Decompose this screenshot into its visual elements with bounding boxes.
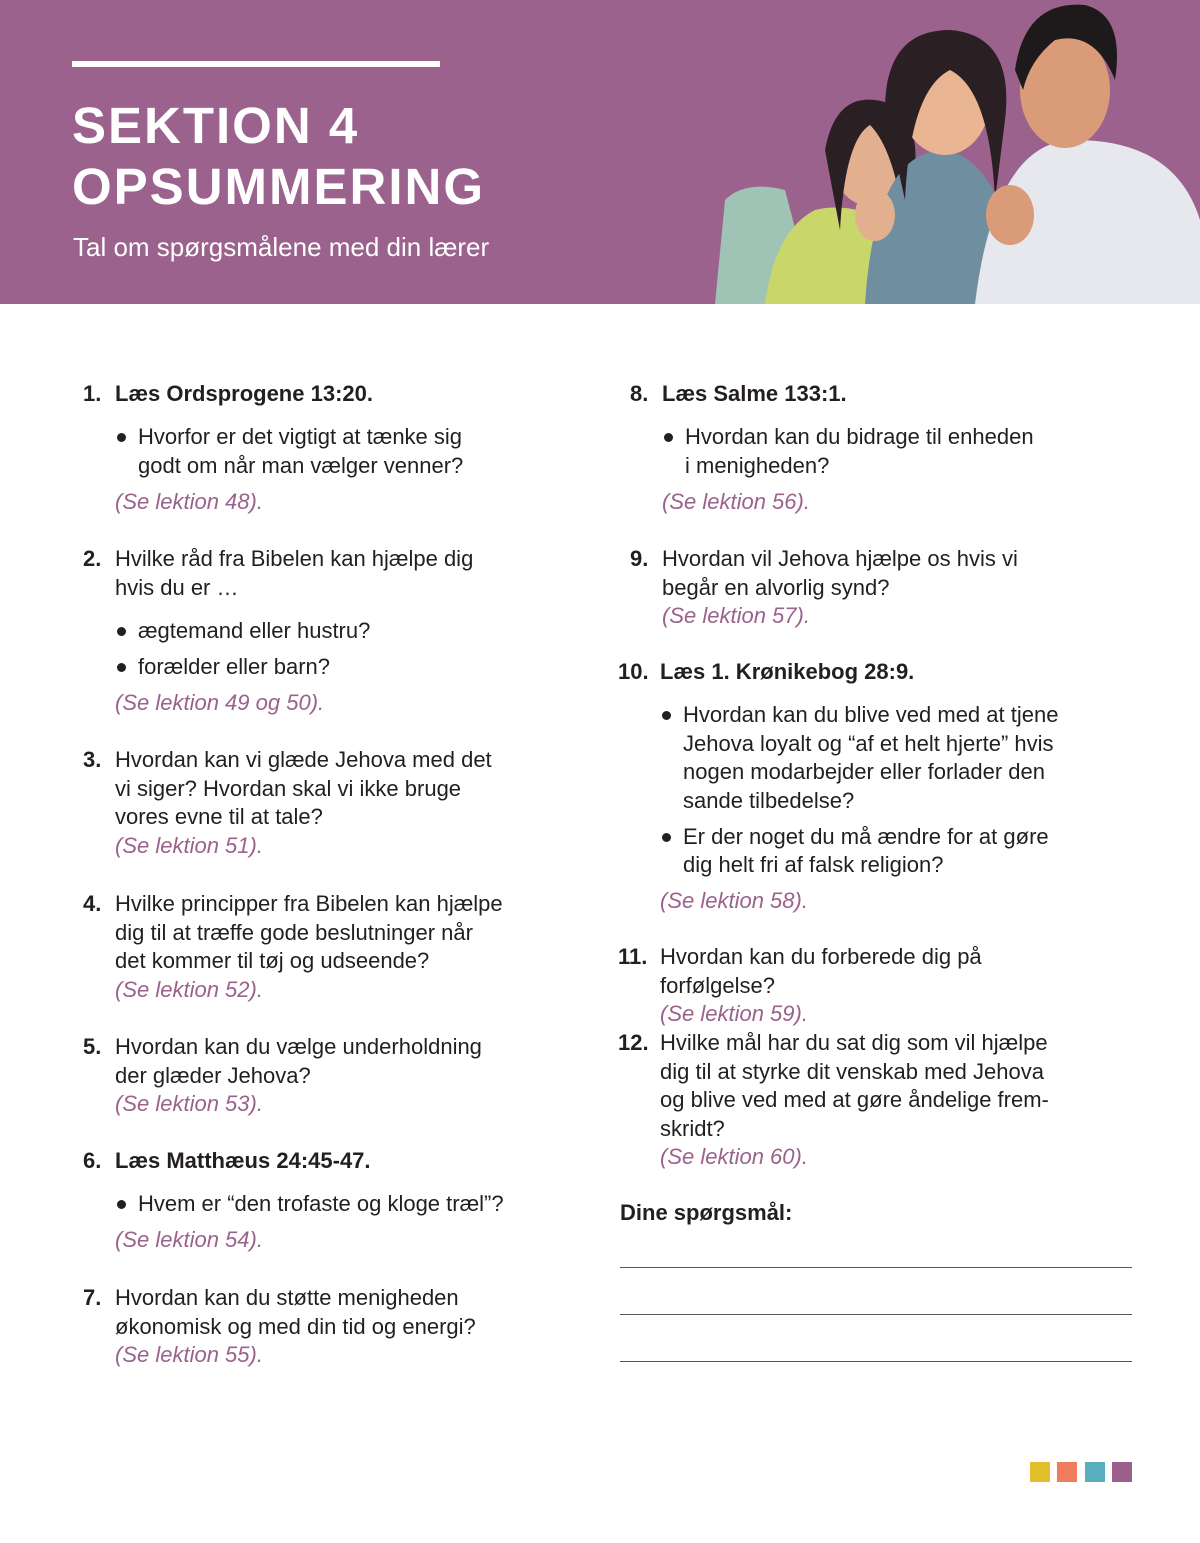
section-title: SEKTION 4	[72, 97, 360, 154]
bullet-item	[115, 653, 553, 682]
question-text-line: Hvilke principper fra Bibelen kan hjælpe	[115, 891, 503, 916]
question-text-line: Læs Salme 133:1.	[662, 381, 847, 406]
question-number: 1.	[83, 381, 102, 406]
bullet-text-line: Jehova loyalt og “af et helt hjerte” hvis	[683, 730, 1054, 756]
question-body	[115, 1033, 553, 1119]
bullet-text-line: Hvem er “den trofaste og kloge træl”?	[138, 1191, 504, 1216]
question-text-line: det kommer til tøj og udseende?	[115, 948, 430, 973]
bullet-item	[115, 423, 553, 480]
question-text-line: Læs Matthæus 24:45-47.	[115, 1148, 371, 1173]
question-body	[660, 943, 1088, 1029]
question-text-line: vores evne til at tale?	[115, 804, 323, 829]
question-text-line: Hvilke råd fra Bibelen kan hjælpe dig	[115, 546, 474, 571]
bullet-text-line: ægtemand eller hustru?	[138, 617, 371, 643]
bullet-item	[660, 823, 1088, 880]
bullet-text-line: Er der noget du må ændre for at gøre	[683, 823, 1049, 849]
bullet-list	[660, 701, 1088, 880]
question-text-line: vi siger? Hvordan skal vi ikke bruge	[115, 775, 462, 801]
answer-line[interactable]	[620, 1267, 1132, 1268]
bullet-text-line: nogen modarbejder eller forlader den	[683, 759, 1046, 784]
question-text-line: Læs Ordsprogene 13:20.	[115, 381, 373, 406]
bullet-text-line: dig helt fri af falsk religion?	[683, 852, 944, 877]
question-text-line: hvis du er …	[115, 574, 239, 600]
color-square-teal	[1085, 1462, 1105, 1482]
lesson-reference: (Se lektion 56).	[662, 488, 810, 514]
question-body	[115, 1284, 553, 1370]
question-number: 10.	[618, 659, 649, 684]
header-banner	[0, 0, 1200, 304]
lesson-reference: (Se lektion 60).	[660, 1144, 808, 1169]
question-text-line: dig til at styrke dit venskab med Jehova	[660, 1058, 1044, 1084]
question-text-line: Hvilke mål har du sat dig som vil hjælpe	[660, 1030, 1048, 1055]
own-questions-label: Dine spørgsmål:	[620, 1200, 793, 1225]
question-number: 7.	[83, 1285, 102, 1310]
answer-line[interactable]	[620, 1314, 1132, 1315]
question-body	[662, 380, 1100, 516]
question-text-line: dig til at træffe gode beslutninger når	[115, 919, 473, 945]
lesson-reference: (Se lektion 59).	[660, 1001, 808, 1026]
question-text-line: Hvordan kan du vælge underholdning	[115, 1034, 482, 1059]
bullet-list	[662, 423, 1100, 480]
lesson-reference: (Se lektion 48).	[115, 488, 263, 514]
question-text-line: økonomisk og med din tid og energi?	[115, 1313, 476, 1339]
question-body	[115, 890, 553, 1004]
question-number: 11.	[618, 944, 648, 969]
answer-line[interactable]	[620, 1361, 1132, 1362]
subtitle: Tal om spørgsmålene med din lærer	[73, 232, 490, 262]
question-body	[660, 1029, 1088, 1172]
lesson-reference: (Se lektion 49 og 50).	[115, 689, 325, 715]
question-text-line: Læs 1. Krønikebog 28:9.	[660, 659, 915, 684]
bullet-text-line: Hvorfor er det vigtigt at tænke sig	[138, 424, 463, 449]
question-number: 5.	[83, 1034, 102, 1059]
bullet-item	[115, 617, 553, 646]
question-text-line: Hvordan vil Jehova hjælpe os hvis vi	[662, 546, 1018, 571]
question-number: 12.	[618, 1030, 649, 1055]
color-square-purple	[1112, 1462, 1132, 1482]
bullet-list	[115, 617, 553, 682]
summary-title: OPSUMMERING	[72, 158, 486, 215]
lesson-reference: (Se lektion 52).	[115, 976, 263, 1002]
question-text-line: Hvordan kan du støtte menigheden	[115, 1285, 459, 1310]
bullet-item	[115, 1190, 553, 1219]
question-item	[83, 1033, 553, 1119]
question-text-line: begår en alvorlig synd?	[662, 574, 890, 600]
question-text-line: og blive ved med at gøre åndelige frem-	[660, 1087, 1049, 1112]
question-item	[630, 545, 1100, 631]
question-number: 4.	[83, 891, 102, 916]
question-item	[83, 1147, 553, 1255]
question-item	[83, 746, 553, 860]
color-square-yellow	[1030, 1462, 1050, 1482]
question-text-line: Hvordan kan du forberede dig på forfølgelse?	[660, 944, 982, 998]
question-item	[83, 380, 553, 516]
question-item	[618, 658, 1088, 916]
question-item	[618, 1029, 1088, 1172]
lesson-reference: (Se lektion 55).	[115, 1342, 263, 1367]
question-number: 6.	[83, 1148, 102, 1173]
question-text-line: der glæder Jehova?	[115, 1062, 311, 1088]
question-body	[115, 746, 553, 860]
bullet-text-line: Hvordan kan du blive ved med at tjene	[683, 702, 1059, 727]
bullet-item	[660, 701, 1088, 815]
bullet-text-line: sande tilbedelse?	[683, 787, 855, 813]
question-body	[115, 1147, 553, 1255]
bullet-text-line: godt om når man vælger venner?	[138, 452, 464, 478]
question-number: 8.	[630, 381, 649, 406]
lesson-reference: (Se lektion 54).	[115, 1227, 263, 1252]
question-text-line: Hvordan kan vi glæde Jehova med det	[115, 747, 492, 772]
question-item	[83, 1284, 553, 1370]
lesson-reference: (Se lektion 51).	[115, 832, 263, 858]
color-square-orange	[1057, 1462, 1077, 1482]
question-number: 2.	[83, 546, 102, 571]
question-body	[660, 658, 1088, 916]
question-item	[83, 545, 553, 717]
question-number: 3.	[83, 747, 102, 772]
question-number: 9.	[630, 546, 649, 571]
bullet-item	[662, 423, 1100, 480]
question-item	[83, 890, 553, 1004]
question-text-line: skridt?	[660, 1115, 725, 1141]
bullet-text-line: Hvordan kan du bidrage til enheden	[685, 424, 1034, 449]
bullet-text-line: forælder eller barn?	[138, 653, 330, 679]
family-praying-illustration	[705, 0, 1200, 304]
bullet-text-line: i menigheden?	[685, 452, 830, 478]
lesson-reference: (Se lektion 53).	[115, 1091, 263, 1116]
question-item	[630, 380, 1100, 516]
lesson-reference: (Se lektion 58).	[660, 888, 808, 913]
bullet-list	[115, 1190, 553, 1219]
question-body	[115, 380, 553, 516]
header-rule	[72, 61, 440, 67]
lesson-reference: (Se lektion 57).	[662, 603, 810, 628]
question-body	[662, 545, 1100, 631]
question-item	[618, 943, 1088, 1029]
question-body	[115, 545, 553, 717]
bullet-list	[115, 423, 553, 480]
